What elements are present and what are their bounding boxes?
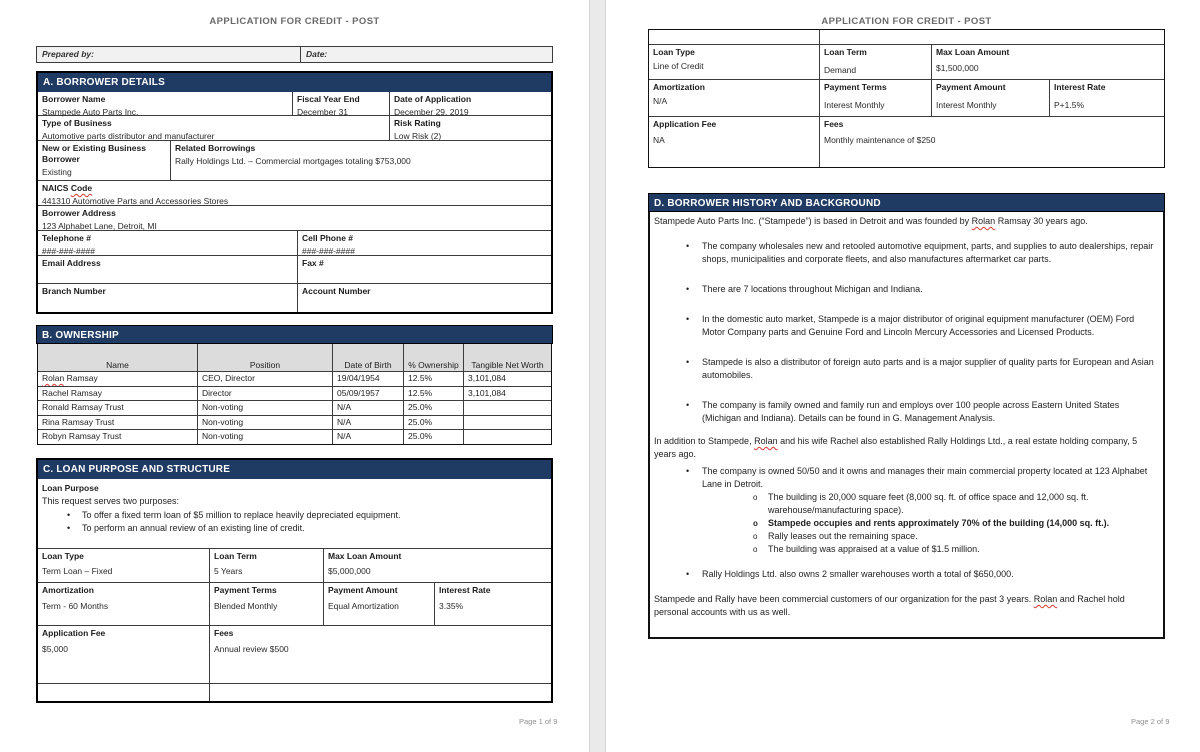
misspelled-word: Rolan <box>971 216 996 226</box>
list-item: • To offer a fixed term loan of $5 million to replace heavily depreciated equipment. <box>82 509 547 522</box>
rally-intro: In addition to Stampede, Rolan and his wife Rachel also established Rally Holdings Ltd., a real estate holding company, 5 years ago. <box>654 436 1138 459</box>
field-fiscal-year-end: Fiscal Year End December 31 <box>292 92 389 115</box>
field-borrower-name: Borrower Name Stampede Auto Parts Inc. <box>42 94 139 117</box>
table-row <box>38 181 551 206</box>
field-loan-type: Loan Type Line of Credit <box>653 47 704 71</box>
loan-purpose-cell <box>38 479 551 549</box>
table-row: Rachel Ramsay Director 05/09/1957 12.5% 3,101,084 <box>38 387 551 402</box>
list-item: • The company is owned 50/50 and it owns and manages their main commercial property located at 123 Alphabet Lane in Detroit. o The building is 20,000 square feet (8,000 sq. ft. of office space and 12,000 sq. ft. warehouse/manufacturing space). o Stampede occupies and rents approximately 70% of the building (14,000 sq. ft.). o Rally leases out the remaining space. o The building was appraised at a value of $1.5 million. <box>702 465 1157 556</box>
field-date-of-application: Date of Application December 29, 2019 <box>389 92 551 115</box>
field-payment-terms: Payment Terms Interest Monthly <box>819 80 931 116</box>
table-row <box>38 116 551 141</box>
loan-purpose-intro: This request serves two purposes: <box>42 496 180 506</box>
table-row <box>649 117 1164 167</box>
borrower-history-body <box>648 212 1165 639</box>
page-number: Page 1 of 9 <box>519 717 558 726</box>
history-intro: Stampede Auto Parts Inc. (“Stampede”) is based in Detroit and was founded by Rolan Ramsay 30 years ago. <box>654 216 1088 226</box>
field-payment-amount: Payment Amount Equal Amortization <box>323 583 434 625</box>
field-new-existing-borrower: New or Existing Business Borrower Existing <box>42 143 146 177</box>
table-row <box>649 45 1164 80</box>
field-max-loan-amount: Max Loan Amount $1,500,000 <box>931 45 1164 79</box>
misspelled-word: Rolan <box>1033 594 1058 604</box>
misspelled-word: Rolan <box>754 436 778 446</box>
table-row <box>38 626 551 684</box>
building-sub-list <box>702 491 1155 556</box>
list-item: • Rally Holdings Ltd. also owns 2 smaller warehouses worth a total of $650,000. <box>702 568 1157 581</box>
section-b-heading: B. OWNERSHIP <box>36 325 553 344</box>
list-item: • Stampede is also a distributor of foreign auto parts and is a major supplier of quality parts for European and Asian automobiles. <box>702 356 1157 382</box>
table-row: Rolan Ramsay CEO, Director 19/04/1954 12.5% 3,101,084 <box>38 372 551 387</box>
field-email-address: Email Address <box>42 258 101 268</box>
list-item: • To perform an annual review of an existing line of credit. <box>82 522 547 535</box>
table-row <box>38 284 551 312</box>
field-borrower-address: Borrower Address 123 Alphabet Lane, Detroit, MI <box>42 208 157 231</box>
field-fees: Fees Monthly maintenance of $250 <box>819 117 1164 167</box>
field-type-of-business: Type of Business Automotive parts distributor and manufacturer <box>42 118 215 141</box>
table-row <box>38 583 551 626</box>
field-telephone: Telephone # ###-###-#### <box>42 233 95 256</box>
page-1 <box>0 0 588 752</box>
field-amortization: Amortization N/A <box>653 82 705 106</box>
field-related-borrowings: Related Borrowings Rally Holdings Ltd. – Commercial mortgages totaling $753,000 <box>170 141 551 180</box>
field-interest-rate: Interest Rate 3.35% <box>434 583 551 625</box>
table-row: Ronald Ramsay Trust Non-voting N/A 25.0% <box>38 401 551 416</box>
field-loan-term: Loan Term Demand <box>819 45 931 79</box>
page-gutter <box>589 0 606 752</box>
column-header: Date of Birth <box>332 344 403 371</box>
table-row <box>649 80 1164 117</box>
history-closing: Stampede and Rally have been commercial customers of our organization for the past 3 years. Rolan and Rachel hold personal accounts with us as well. <box>654 594 1125 617</box>
field-account-number: Account Number <box>297 284 551 312</box>
field-risk-rating: Risk Rating Low Risk (2) <box>389 116 551 140</box>
list-item: • The company is family owned and family run and employs over 100 people across Eastern United States (Michigan and Indiana). Details can be found in G. Management Analysis. <box>702 399 1157 425</box>
loan-structure-table <box>648 29 1165 168</box>
table-row <box>38 206 551 231</box>
misspelled-word: Rolan <box>42 373 65 383</box>
ownership-table <box>37 344 552 445</box>
table-row: Rina Ramsay Trust Non-voting N/A 25.0% <box>38 416 551 431</box>
rally-bullet-list <box>654 465 1157 581</box>
section-a-heading: A. BORROWER DETAILS <box>38 73 551 92</box>
column-header: Position <box>197 344 332 371</box>
list-item: o The building was appraised at a value of $1.5 million. <box>768 543 1155 556</box>
history-bullet-list <box>654 240 1157 425</box>
table-row-empty <box>649 30 1164 45</box>
field-payment-amount: Payment Amount Interest Monthly <box>931 80 1049 116</box>
page-2 <box>608 0 1200 752</box>
document-title: APPLICATION FOR CREDIT - POST <box>209 16 380 27</box>
document-title: APPLICATION FOR CREDIT - POST <box>821 16 992 27</box>
table-row <box>38 141 551 181</box>
field-application-fee: Application Fee $5,000 <box>42 628 106 654</box>
column-header: Tangible Net Worth <box>463 344 551 371</box>
table-header-row <box>38 344 551 372</box>
list-item: o The building is 20,000 square feet (8,000 sq. ft. of office space and 12,000 sq. ft. warehouse/manufacturing space). <box>768 491 1155 517</box>
column-header: % Ownership <box>403 344 463 371</box>
date-label: Date: <box>306 49 328 59</box>
field-max-loan-amount: Max Loan Amount $5,000,000 <box>323 549 551 582</box>
table-row: Robyn Ramsay Trust Non-voting N/A 25.0% <box>38 430 551 444</box>
loan-purpose-bullets <box>42 509 547 535</box>
field-interest-rate: Interest Rate P+1.5% <box>1049 80 1164 116</box>
page-number: Page 2 of 9 <box>1131 717 1170 726</box>
list-item: o Rally leases out the remaining space. <box>768 530 1155 543</box>
column-header: Name <box>106 360 129 370</box>
field-loan-type: Loan Type Term Loan – Fixed <box>42 551 113 576</box>
table-row-empty <box>38 684 551 701</box>
field-branch-number: Branch Number <box>42 286 106 296</box>
field-payment-terms: Payment Terms Blended Monthly <box>209 583 323 625</box>
field-fax: Fax # <box>297 256 551 283</box>
table-row <box>38 231 551 256</box>
field-naics-code: NAICS Code 441310 Automotive Parts and Accessories Stores <box>42 183 229 206</box>
table-row <box>38 92 551 116</box>
misspelled-word: Code <box>70 183 93 193</box>
field-application-fee: Application Fee NA <box>653 119 717 145</box>
list-item: • There are 7 locations throughout Michigan and Indiana. <box>702 283 1157 296</box>
prepared-by-label: Prepared by: <box>37 47 301 62</box>
list-item: o Stampede occupies and rents approximately 70% of the building (14,000 sq. ft.). <box>768 517 1155 530</box>
field-cell-phone: Cell Phone # ###-###-#### <box>297 231 551 255</box>
table-row <box>38 549 551 583</box>
section-d-heading: D. BORROWER HISTORY AND BACKGROUND <box>648 193 1165 212</box>
table-row <box>38 256 551 284</box>
section-ownership <box>36 325 553 445</box>
loan-purpose-label: Loan Purpose <box>42 483 99 493</box>
section-loan-purpose <box>36 458 553 703</box>
section-borrower-details <box>36 71 553 314</box>
list-item: • In the domestic auto market, Stampede is a major distributor of original equipment manufacturer (OEM) Ford Motor Company parts and Genuine Ford and Lincoln Mercury Accessories and Licensed Products. <box>702 313 1157 339</box>
field-fees: Fees Annual review $500 <box>209 626 551 683</box>
field-amortization: Amortization Term - 60 Months <box>42 585 109 611</box>
prepared-by-row <box>36 46 553 63</box>
list-item: • The company wholesales new and retooled automotive equipment, parts, and supplies to auto dealerships, repair shops, municipalities and corporate fleets, and also manufactures aftermarket car parts. <box>702 240 1157 266</box>
section-borrower-history <box>648 193 1165 639</box>
field-loan-term: Loan Term 5 Years <box>209 549 323 582</box>
section-c-heading: C. LOAN PURPOSE AND STRUCTURE <box>38 460 551 479</box>
